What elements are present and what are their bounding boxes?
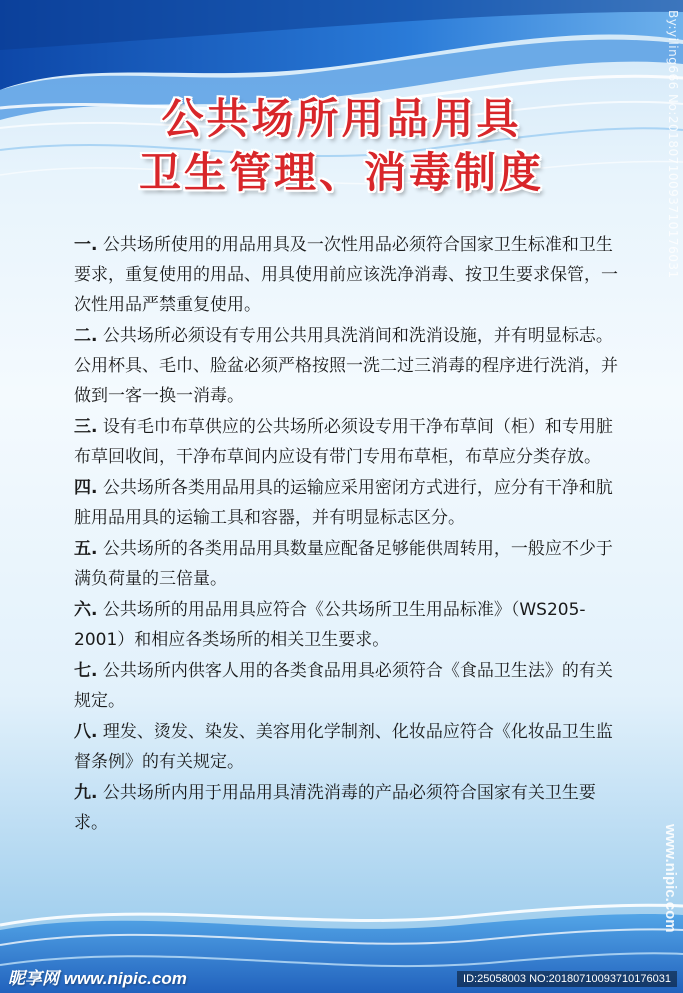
poster-title-line1: 公共场所用品用具 [161,94,522,143]
rule-number: 九. [74,783,98,803]
rule-item [74,321,629,411]
rule-number: 四. [74,478,98,498]
rule-text: 公共场所内用于用品用具清洗消毒的产品必须符合国家有关卫生要求。 [74,783,596,833]
rule-text: 公共场所各类用品用具的运输应采用密闭方式进行，应分有干净和肮脏用品用具的运输工具和容器，并有明显标志区分。 [74,478,613,528]
rule-text: 公共场所内供客人用的各类食品用具必须符合《食品卫生法》的有关规定。 [74,661,613,711]
poster-title-line2: 卫生管理、消毒制度 [138,148,544,197]
rule-text: 理发、烫发、染发、美容用化学制剂、化妆品应符合《化妆品卫生监督条例》的有关规定。 [74,722,613,772]
rule-item [74,595,629,655]
rule-number: 三. [74,417,98,437]
watermark-side-id: By:yiling666 No:20180710093710176031 [666,10,680,279]
rule-item [74,473,629,533]
rule-item [74,717,629,777]
rule-number: 六. [74,600,98,620]
rule-number: 二. [74,326,98,346]
rule-number: 八. [74,722,98,742]
rule-number: 一. [74,235,98,255]
rule-text: 公共场所使用的用品用具及一次性用品必须符合国家卫生标准和卫生要求，重复使用的用品、用具使用前应该洗净消毒、按卫生要求保管，一次性用品严禁重复使用。 [74,235,618,315]
watermark-logo: 昵享网 www.nipic.com [8,969,187,988]
rule-number: 七. [74,661,98,681]
rule-item [74,412,629,472]
watermark-side-site: www.nipic.com [662,824,679,933]
rule-item [74,230,629,320]
rule-text: 公共场所的用品用具应符合《公共场所卫生用品标准》（WS205-2001）和相应各类场所的相关卫生要求。 [74,600,586,650]
watermark-id: ID:25058003 NO:20180710093710176031 [457,971,677,987]
rule-item [74,534,629,594]
rule-item [74,656,629,716]
rule-text: 设有毛巾布草供应的公共场所必须设专用干净布草间（柜）和专用脏布草回收间，干净布草间内应设有带门专用布草柜，布草应分类存放。 [74,417,613,467]
rule-text: 公共场所的各类用品用具数量应配备足够能供周转用，一般应不少于满负荷量的三倍量。 [74,539,613,589]
rule-item [74,778,629,838]
rule-number: 五. [74,539,98,559]
rule-text: 公共场所必须设有专用公共用具洗消间和洗消设施，并有明显标志。公用杯具、毛巾、脸盆必须严格按照一洗二过三消毒的程序进行洗消，并做到一客一换一消毒。 [74,326,618,406]
rules-list [74,230,629,839]
footer-bar [0,967,683,993]
